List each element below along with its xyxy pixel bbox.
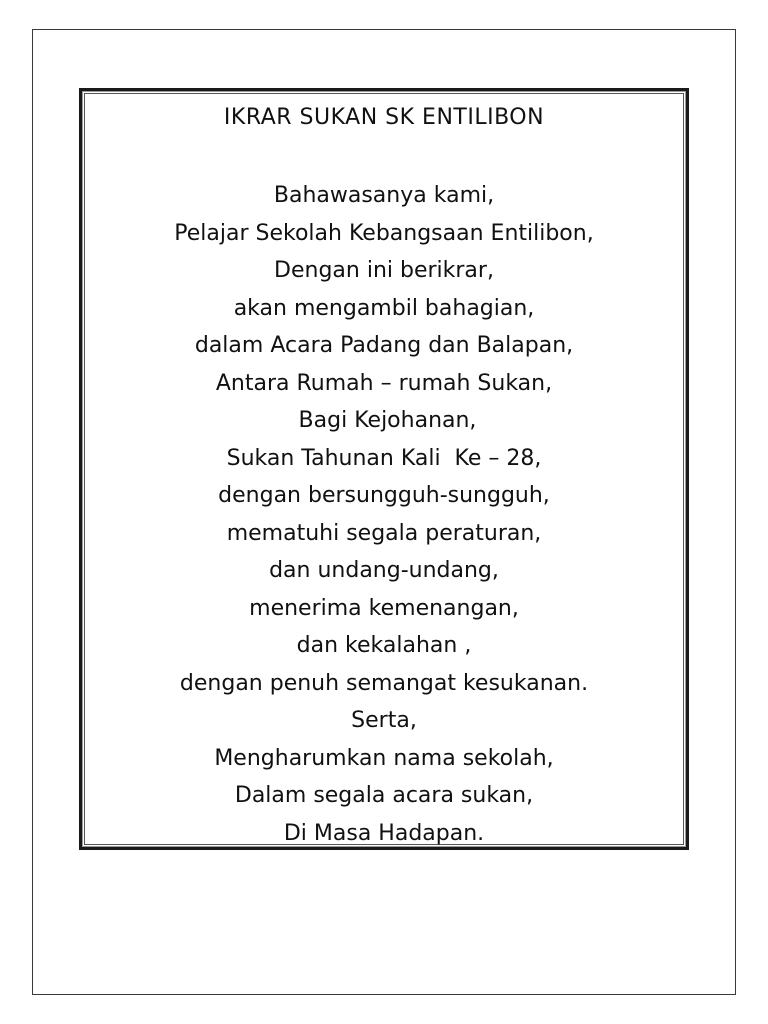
pledge-line: dan kekalahan , xyxy=(296,633,472,658)
pledge-line: Di Masa Hadapan. xyxy=(283,820,485,846)
pledge-line: Sukan Tahunan Kali Ke – 28, xyxy=(226,445,542,471)
pledge-line: dengan penuh semangat kesukanan. xyxy=(179,670,589,696)
pledge-line: Bagi Kejohanan, xyxy=(291,408,477,433)
pledge-line: Dalam segala acara sukan, xyxy=(234,783,534,808)
pledge-line: dengan bersungguh-sungguh, xyxy=(218,483,550,508)
pledge-title: IKRAR SUKAN SK ENTILIBON xyxy=(223,105,545,130)
pledge-line: Serta, xyxy=(351,708,417,733)
pledge-line: akan mengambil bahagian, xyxy=(233,295,535,321)
pledge-lines xyxy=(82,177,686,852)
pledge-line: Dengan ini berikrar, xyxy=(274,258,494,283)
pledge-line: Antara Rumah – rumah Sukan, xyxy=(215,370,553,396)
pledge-line: Mengharumkan nama sekolah, xyxy=(214,745,554,771)
pledge-line: Pelajar Sekolah Kebangsaan Entilibon, xyxy=(174,220,594,246)
pledge-line: Bahawasanya kami, xyxy=(273,183,495,208)
pledge-line: menerima kemenangan, xyxy=(249,595,519,621)
pledge-line: dan undang-undang, xyxy=(269,558,499,583)
pledge-line: dalam Acara Padang dan Balapan, xyxy=(194,333,574,358)
pledge-box xyxy=(79,88,689,850)
pledge-line: mematuhi segala peraturan, xyxy=(226,520,542,546)
